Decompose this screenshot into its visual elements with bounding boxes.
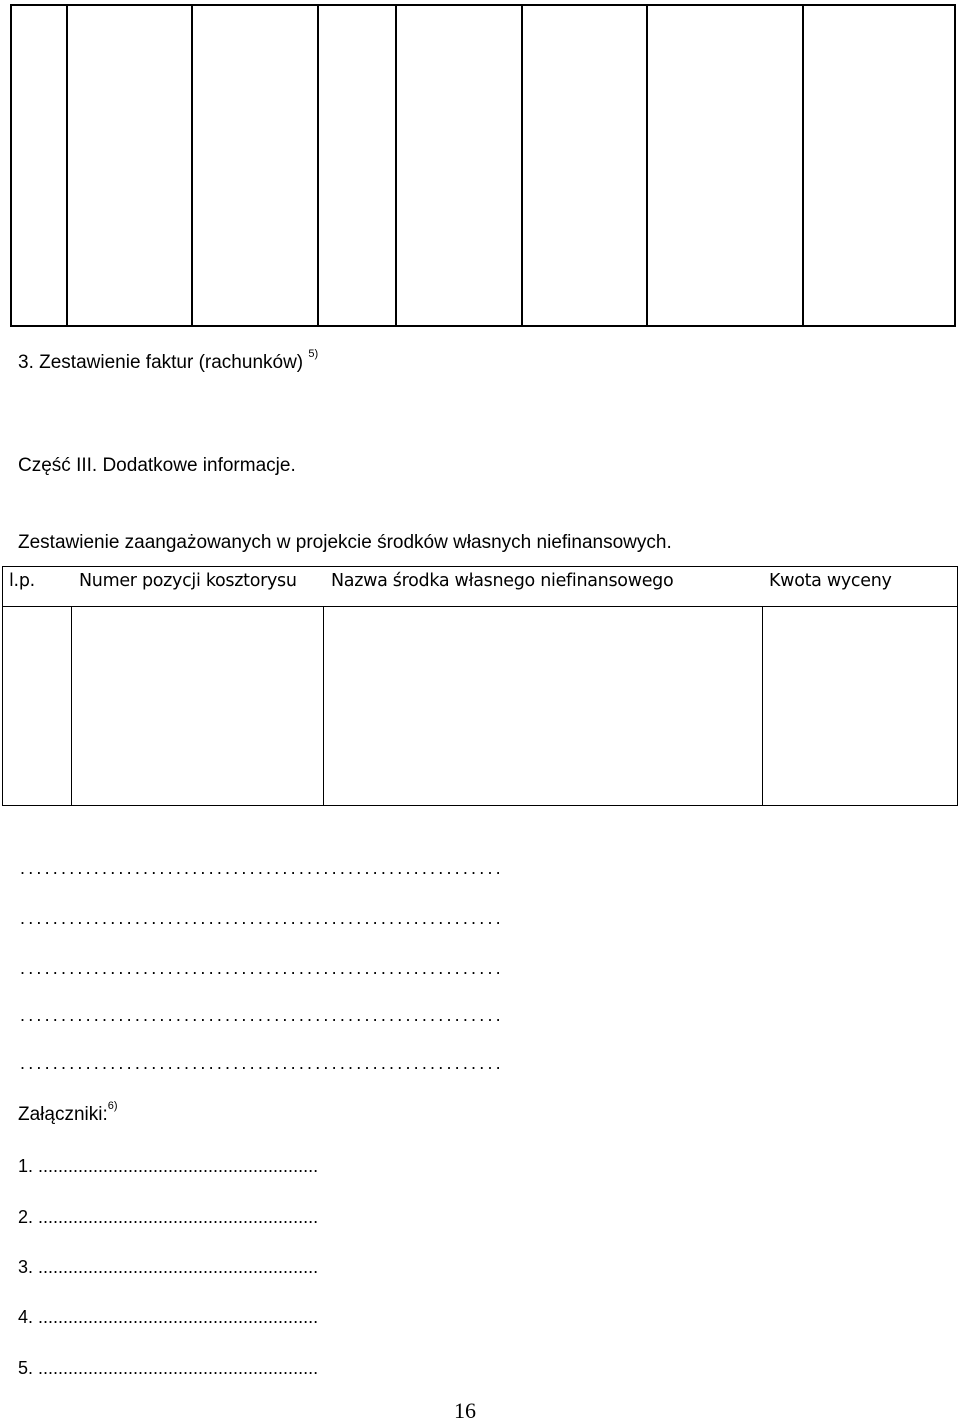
column-header-lp: l.p.	[9, 571, 35, 591]
dotted-line: ...........................................................	[20, 908, 504, 928]
attachment-item: 3. ........................................................	[18, 1257, 319, 1277]
table-column-divider	[317, 6, 319, 325]
section-title-text: 3. Zestawienie faktur (rachunków)	[18, 352, 304, 373]
table-column-divider	[66, 6, 68, 325]
attachment-item: 1. ........................................................	[18, 1156, 319, 1176]
attachments-footnote: 6)	[107, 1100, 118, 1112]
table-column-divider	[323, 606, 324, 805]
part-title: Część III. Dodatkowe informacje.	[18, 455, 296, 476]
dotted-line: ...........................................................	[20, 958, 504, 978]
table-column-divider	[71, 606, 72, 805]
section-title	[18, 348, 319, 374]
attachment-item: 5. ........................................................	[18, 1358, 319, 1378]
page-number: 16	[454, 1398, 476, 1423]
attachments-label-text: Załączniki:	[18, 1104, 108, 1125]
table-column-divider	[646, 6, 648, 325]
table-column-divider	[762, 606, 763, 805]
dotted-line: ...........................................................	[20, 858, 504, 878]
invoice-table-empty	[10, 4, 956, 327]
table-column-divider	[395, 6, 397, 325]
own-resources-table	[2, 566, 958, 806]
section-title-footnote: 5)	[308, 348, 319, 360]
attachment-item: 4. ........................................................	[18, 1307, 319, 1327]
table-column-divider	[521, 6, 523, 325]
attachments-label	[18, 1100, 118, 1126]
attachment-item: 2. ........................................................	[18, 1207, 319, 1227]
column-header-budget-item: Numer pozycji kosztorysu	[79, 571, 297, 591]
intro-text: Zestawienie zaangażowanych w projekcie środków własnych niefinansowych.	[18, 532, 672, 553]
table-column-divider	[191, 6, 193, 325]
dotted-line: ...........................................................	[20, 1053, 504, 1073]
column-header-resource-name: Nazwa środka własnego niefinansowego	[331, 571, 674, 591]
table-column-divider	[802, 6, 804, 325]
column-header-valuation: Kwota wyceny	[769, 571, 892, 591]
dotted-line: ...........................................................	[20, 1005, 504, 1025]
table-header-separator	[3, 606, 957, 607]
